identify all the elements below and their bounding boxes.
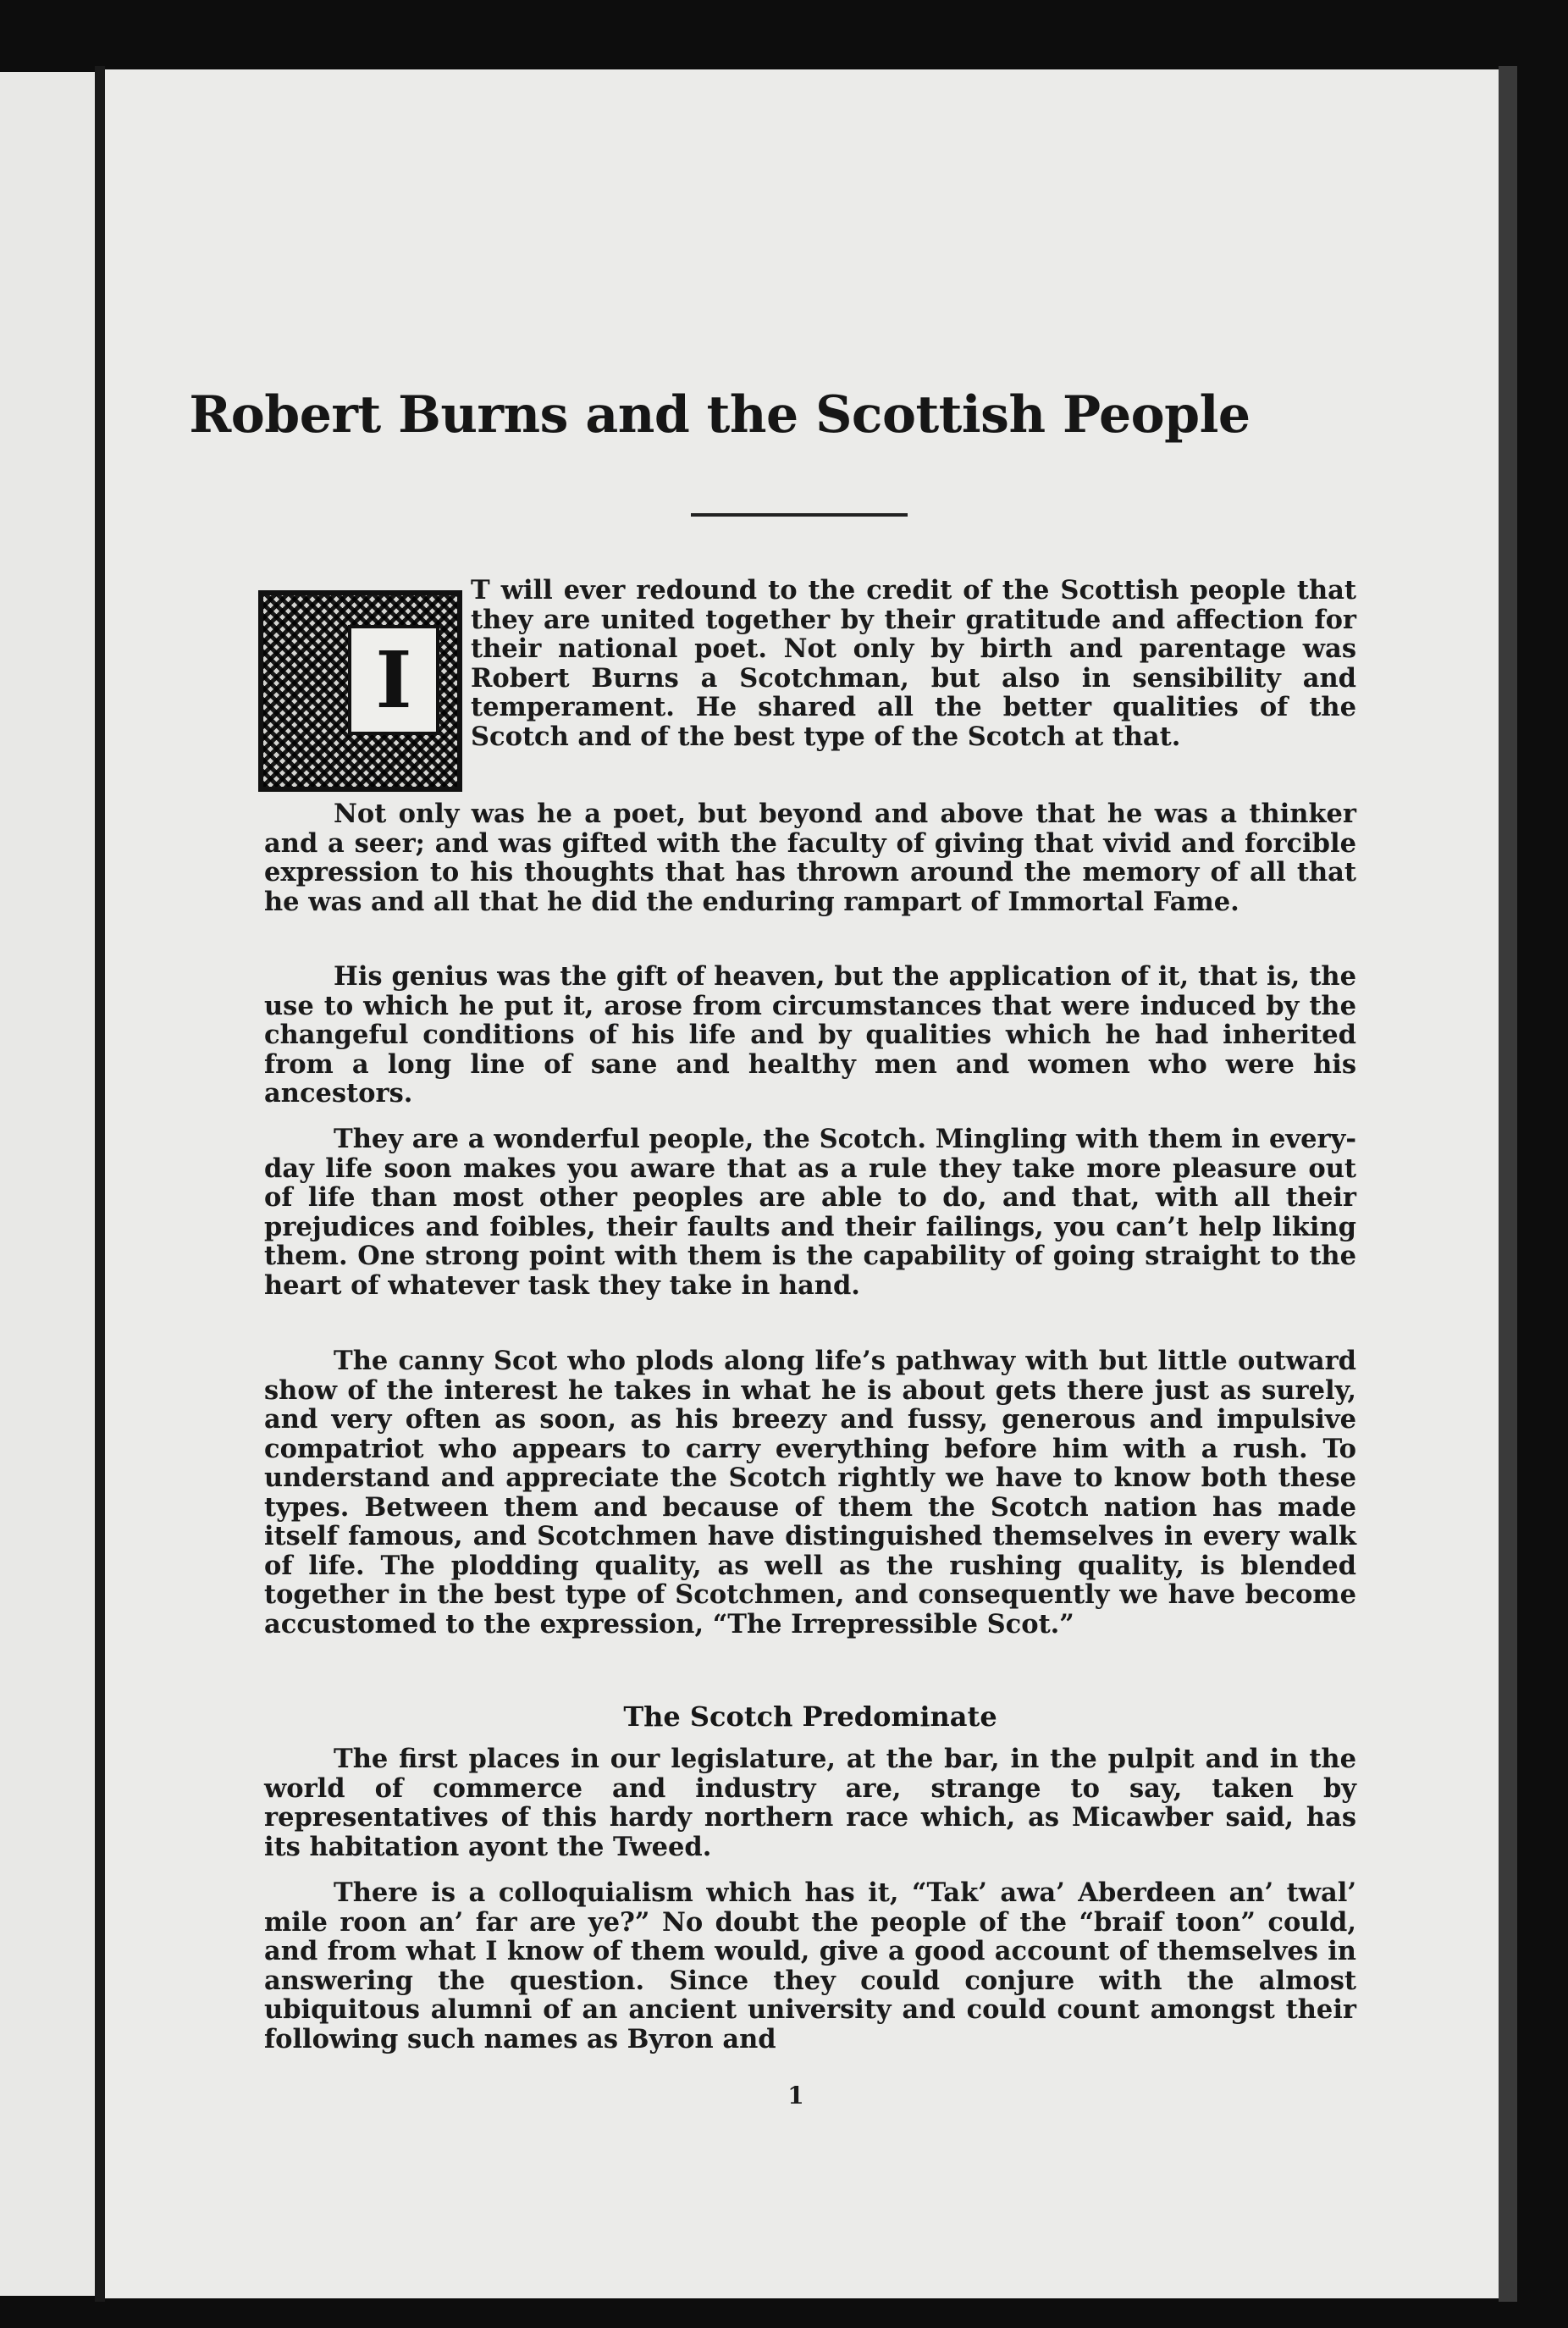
ornamental-drop-cap <box>258 590 462 792</box>
page-edge-shadow <box>1499 66 1517 2302</box>
book-gutter <box>95 66 105 2302</box>
facing-page-edge <box>0 72 95 2296</box>
intro-paragraph: T will ever redound to the credit of the Scottish people that they are united together by their gratitude and affection for their national poet. Not only by birth and parentage was Robert Burns a Scotchman, but also in sensibility and temperament. He shared all the better qualities of the Scotch and of the best type of the Scotch at that. <box>471 575 1356 752</box>
drop-cap-frame <box>348 625 439 735</box>
drop-cap-letter: I <box>375 634 412 726</box>
section-paragraph-2: There is a colloquialism which has it, “Tak’ awa’ Aberdeen an’ twal’ mile roon an’ far are ye?” No doubt the people of the “braif toon” could, and from what I know of them would, give a good account of themselves in answering the question. Since they could conjure with the almost ubiquitous alumni of an ancient university and could count amongst their following such names as Byron and <box>264 1877 1356 2054</box>
title-rule <box>691 513 908 517</box>
section-heading: The Scotch Predominate <box>623 1700 997 1733</box>
paragraph-1: Not only was he a poet, but beyond and above that he was a thinker and a seer; and was gifted with the faculty of giving that vivid and forcible expression to his thoughts that has thrown around the memory of all that he was and all that he did the enduring rampart of Immortal Fame. <box>264 799 1356 917</box>
section-paragraph-1: The first places in our legislature, at the bar, in the pulpit and in the world of commerce and industry are, strange to say, taken by representatives of this hardy northern race which, as Micawber said, has its habitation ayont the Tweed. <box>264 1744 1356 1862</box>
paragraph-2: His genius was the gift of heaven, but the application of it, that is, the use to which he put it, arose from circumstances that were induced by the changeful conditions of his life and by qualities which he had inherited from a long line of sane and healthy men and women who were his ancestors. <box>264 961 1356 1109</box>
page-title: Robert Burns and the Scottish People <box>189 385 1251 445</box>
paragraph-4: The canny Scot who plods along life’s pathway with but little outward show of the interest he takes in what he is about gets there just as surely, and very often as soon, as his breezy and fussy, generous and impulsive compatriot who appears to carry everything before him with a rush. To understand and appreciate the Scotch rightly we have to know both these types. Between them and because of them the Scotch nation has made itself famous, and Scotchmen have distinguished themselves in every walk of life. The plodding quality, as well as the rushing quality, is blended together in the best type of Scotchmen, and consequently we have become accustomed to the expression, “The Irrepressible Scot.” <box>264 1346 1356 1640</box>
paragraph-3: They are a wonderful people, the Scotch. Mingling with them in every-day life soon makes you aware that as a rule they take more pleasure out of life than most other peoples are able to do, and that, with all their prejudices and foibles, their faults and their failings, you can’t help liking them. One strong point with them is the capability of going straight to the heart of whatever task they take in hand. <box>264 1124 1356 1301</box>
page-number: 1 <box>787 2082 804 2110</box>
